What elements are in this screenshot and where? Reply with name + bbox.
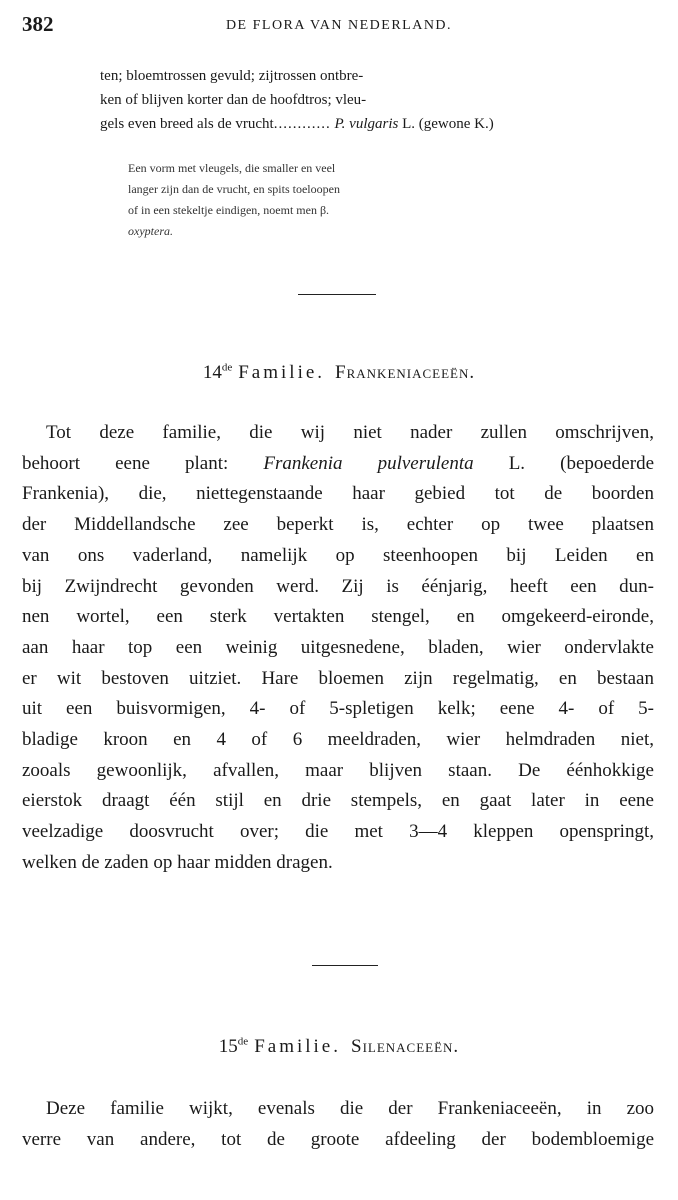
family-heading-14 bbox=[0, 362, 678, 384]
note-line: of in een stekeltje eindigen, noemt men β. bbox=[128, 203, 330, 217]
paragraph-line: nen wortel, een sterk vertakten stengel, en omgekeerd-eironde, bbox=[22, 606, 654, 628]
paragraph-line: van ons vaderland, namelijk op steenhoopen bij Leiden en bbox=[22, 544, 654, 566]
note-line: langer zijn dan de vrucht, en spits toeloopen bbox=[128, 182, 340, 196]
family-number-value: 14 bbox=[202, 362, 222, 384]
paragraph-line: uit een buisvormigen, 4- of 5-spletigen kelk; eene 4- of 5- bbox=[22, 698, 654, 720]
running-title: DE FLORA VAN NEDERLAND. bbox=[225, 18, 453, 33]
paragraph-frankeniaceae bbox=[22, 418, 654, 879]
key-taxon: P. vulgaris bbox=[334, 116, 399, 132]
key-entry bbox=[100, 64, 660, 136]
family-number bbox=[219, 1036, 248, 1057]
paragraph-line: welken de zaden op haar midden dragen. bbox=[22, 851, 333, 873]
taxon-name: Frankenia pulverulenta bbox=[263, 452, 474, 474]
paragraph-line: bladige kroon en 4 of 6 meeldraden, wier helmdraden niet, bbox=[22, 729, 654, 751]
page-header bbox=[22, 12, 656, 42]
paragraph-line: eierstok draagt één stijl en drie stempels, en gaat later in eene bbox=[22, 790, 654, 812]
line-text: L. (bepoederde bbox=[508, 452, 655, 474]
paragraph-line: er wit bestoven uitziet. Hare bloemen zijn regelmatig, en bestaan bbox=[22, 667, 654, 689]
small-print-note bbox=[128, 158, 454, 242]
paragraph-line: der Middellandsche zee beperkt is, echter op twee plaatsen bbox=[22, 514, 654, 536]
family-number-suffix: de bbox=[237, 1036, 249, 1048]
note-line: oxyptera. bbox=[128, 224, 173, 238]
section-divider bbox=[312, 965, 378, 966]
section-divider bbox=[298, 294, 376, 295]
key-leader-dots: ............ bbox=[273, 116, 331, 132]
paragraph-line: Tot deze familie, die wij niet nader zullen omschrijven, bbox=[46, 422, 654, 443]
paragraph-line: bij Zwijndrecht gevonden werd. Zij is éénjarig, heeft een dun- bbox=[22, 575, 654, 597]
key-line-final bbox=[100, 112, 660, 136]
note-line: Een vorm met vleugels, die smaller en veel bbox=[128, 161, 336, 175]
paragraph-line: veelzadige doosvrucht over; die met 3—4 kleppen openspringt, bbox=[22, 821, 654, 843]
page-number: 382 bbox=[22, 12, 54, 36]
family-name: Frankeniaceeën. bbox=[335, 362, 476, 384]
paragraph-line bbox=[22, 449, 654, 480]
key-author: L. bbox=[402, 116, 416, 132]
key-line: ken of blijven korter dan de hoofdtros; vleu- bbox=[100, 92, 367, 108]
family-name: Silenaceeën. bbox=[351, 1036, 460, 1058]
line-text: behoort eene plant: bbox=[22, 452, 229, 474]
key-common-name: (gewone K.) bbox=[418, 116, 494, 132]
family-number-suffix: de bbox=[221, 362, 233, 374]
paragraph-line: Deze familie wijkt, evenals die der Frankeniaceeën, in zoo bbox=[46, 1098, 654, 1119]
paragraph-line: aan haar top een weinig uitgesnedene, bladen, wier ondervlakte bbox=[22, 636, 654, 658]
paragraph-line: Frankenia), die, niettegenstaande haar gebied tot de boorden bbox=[22, 483, 654, 505]
key-line-text: gels even breed als de vrucht bbox=[100, 116, 274, 132]
family-number bbox=[203, 362, 232, 383]
family-heading-15 bbox=[0, 1036, 678, 1058]
family-number-value: 15 bbox=[218, 1036, 238, 1058]
key-line: ten; bloemtrossen gevuld; zijtrossen ontbre- bbox=[100, 68, 364, 84]
paragraph-line: verre van andere, tot de groote afdeeling der bodembloemige bbox=[22, 1128, 654, 1150]
family-word: Familie. bbox=[254, 1036, 341, 1058]
family-word: Familie. bbox=[238, 362, 326, 384]
paragraph-line: zooals gewoonlijk, afvallen, maar blijven staan. De éénhokkige bbox=[22, 759, 654, 781]
paragraph-silenaceae bbox=[22, 1094, 654, 1155]
